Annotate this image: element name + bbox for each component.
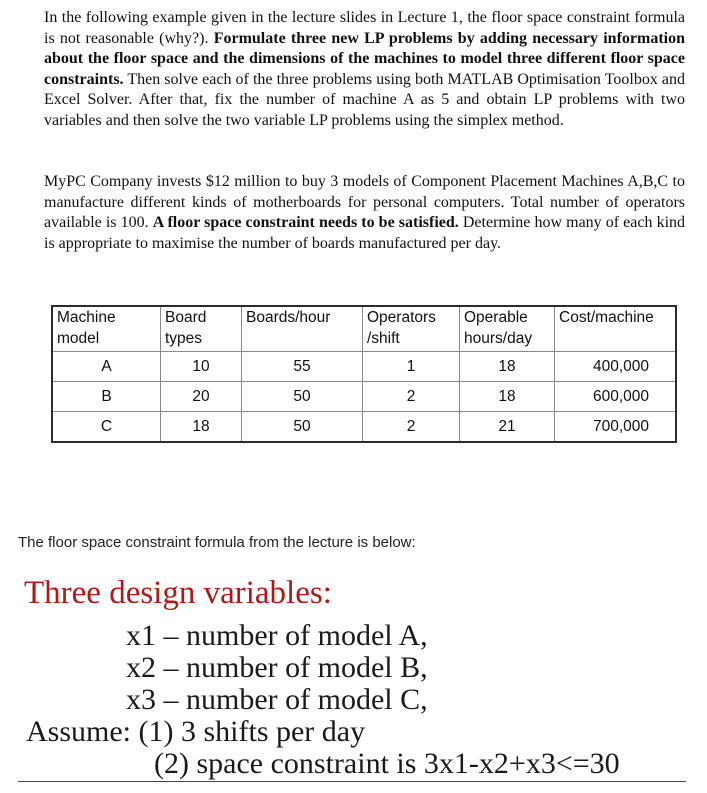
task-text-rest: Then solve each of the three problems using both MATLAB Optimisation Toolbox and Excel Solver. After that, fix the number of machine A as 5 and obtain LP problems with two variables and then solve the two variable LP problems using the simplex method. [44,70,685,129]
cell-boards-hour: 50 [242,412,363,443]
problem-text-rest: Determine how many of each kind is appropriate to maximise the number of boards manufactured per day. [44,214,686,252]
design-variable-x2: x2 – number of model B, [126,651,428,684]
task-text-intro: In the following example given in the lecture slides in Lecture 1, the floor space constraint formula is not reasonable (why?). [44,9,685,47]
slide-bottom-rule [18,781,686,782]
assumption-shifts: Assume: (1) 3 shifts per day [26,715,366,748]
machine-spec-table [51,305,677,443]
problem-text-emphasis: A floor space constraint needs to be satisfied. [152,214,459,231]
design-variable-x3: x3 – number of model C, [126,683,428,716]
cell-operators: 2 [363,412,460,443]
table-row [52,382,676,412]
figure-caption: The floor space constraint formula from the lecture is below: [18,534,416,551]
table-header-row [52,306,676,352]
cell-operators: 1 [363,352,460,382]
cell-cost: 600,000 [555,382,677,412]
task-text-emphasis: Formulate three new LP problems by adding necessary information about the floor space and the dimensions of the machines to model three different floor space constraints. [44,29,685,88]
problem-paragraph [44,172,685,254]
problem-text-intro: MyPC Company invests $12 million to buy 3 models of Component Placement Machines A,B,C to manufacture different kinds of motherboards for personal computers. Total number of operators available is 100. [44,173,685,231]
task-paragraph [44,8,685,131]
cell-hours: 21 [460,412,555,443]
cell-model: C [52,412,161,443]
cell-hours: 18 [460,352,555,382]
table-row [52,352,676,382]
table-row [52,412,676,443]
cell-board-types: 18 [161,412,242,443]
cell-hours: 18 [460,382,555,412]
assumption-space-constraint: (2) space constraint is 3x1-x2+x3<=30 [154,747,620,780]
design-variable-x1: x1 – number of model A, [126,619,428,652]
cell-model: B [52,382,161,412]
col-header-board-types: Board types [161,306,242,352]
cell-model: A [52,352,161,382]
slide-title: Three design variables: [24,575,332,611]
cell-board-types: 20 [161,382,242,412]
cell-cost: 700,000 [555,412,677,443]
cell-boards-hour: 55 [242,352,363,382]
cell-cost: 400,000 [555,352,677,382]
cell-board-types: 10 [161,352,242,382]
col-header-machine-model: Machine model [52,306,161,352]
col-header-cost-machine: Cost/machine [555,306,677,352]
col-header-boards-per-hour: Boards/hour [242,306,363,352]
col-header-operable-hours: Operable hours/day [460,306,555,352]
cell-operators: 2 [363,382,460,412]
col-header-operators-shift: Operators /shift [363,306,460,352]
cell-boards-hour: 50 [242,382,363,412]
